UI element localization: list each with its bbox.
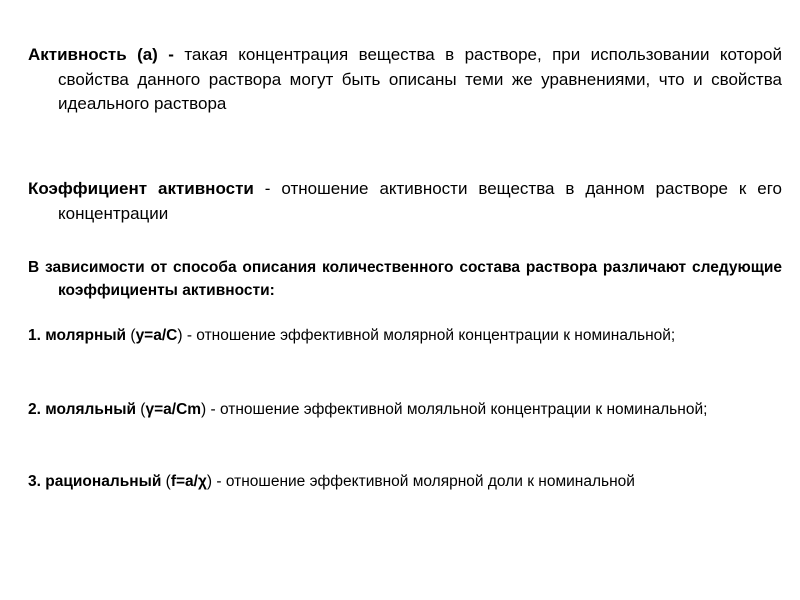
formula-close: ) [201,401,207,418]
item-name: молярный [45,327,127,344]
term-activity-dash: - [157,45,185,64]
item-text: - отношение эффективной молярной доли к номинальной [212,473,635,490]
definition-activity-coefficient [28,177,782,226]
coefficient-item-molar [28,324,782,347]
formula-close: ) [177,327,183,344]
definition-coefficient-text: отношение активности вещества в данном растворе к его концентрации [58,179,783,223]
coefficient-item-molal [28,398,782,421]
formula-close: ) [206,473,213,490]
item-formula: γ=a/Cm [145,401,202,418]
term-activity: Активность (а) [28,45,158,64]
item-text: - отношение эффективной моляльной концентрации к номинальной; [206,401,708,418]
item-formula: f=a/χ [170,473,207,490]
term-activity-coefficient: Коэффициент активности [28,179,254,198]
definition-activity [28,43,782,117]
intro-paragraph [28,256,782,302]
item-number: 1. [28,327,41,344]
term-coefficient-dash: - [253,179,282,198]
item-formula: y=a/C [135,327,178,344]
coefficient-item-rational [28,470,782,493]
formula-open: ( [126,327,136,344]
item-name: рациональный [45,473,162,490]
item-name: моляльный [45,401,136,418]
item-text: - отношение эффективной молярной концентрации к номинальной; [182,327,676,344]
formula-open: ( [136,401,146,418]
intro-text: В зависимости от способа описания количественного состава раствора различают следующие коэффициенты активности: [28,259,782,299]
item-number: 2. [28,401,41,418]
item-number: 3. [28,473,41,490]
formula-open: ( [161,473,171,490]
definition-activity-text: такая концентрация вещества в растворе, при использовании которой свойства данного раствора могут быть описаны теми же уравнениями, что и свойства идеального раствора [58,45,783,113]
